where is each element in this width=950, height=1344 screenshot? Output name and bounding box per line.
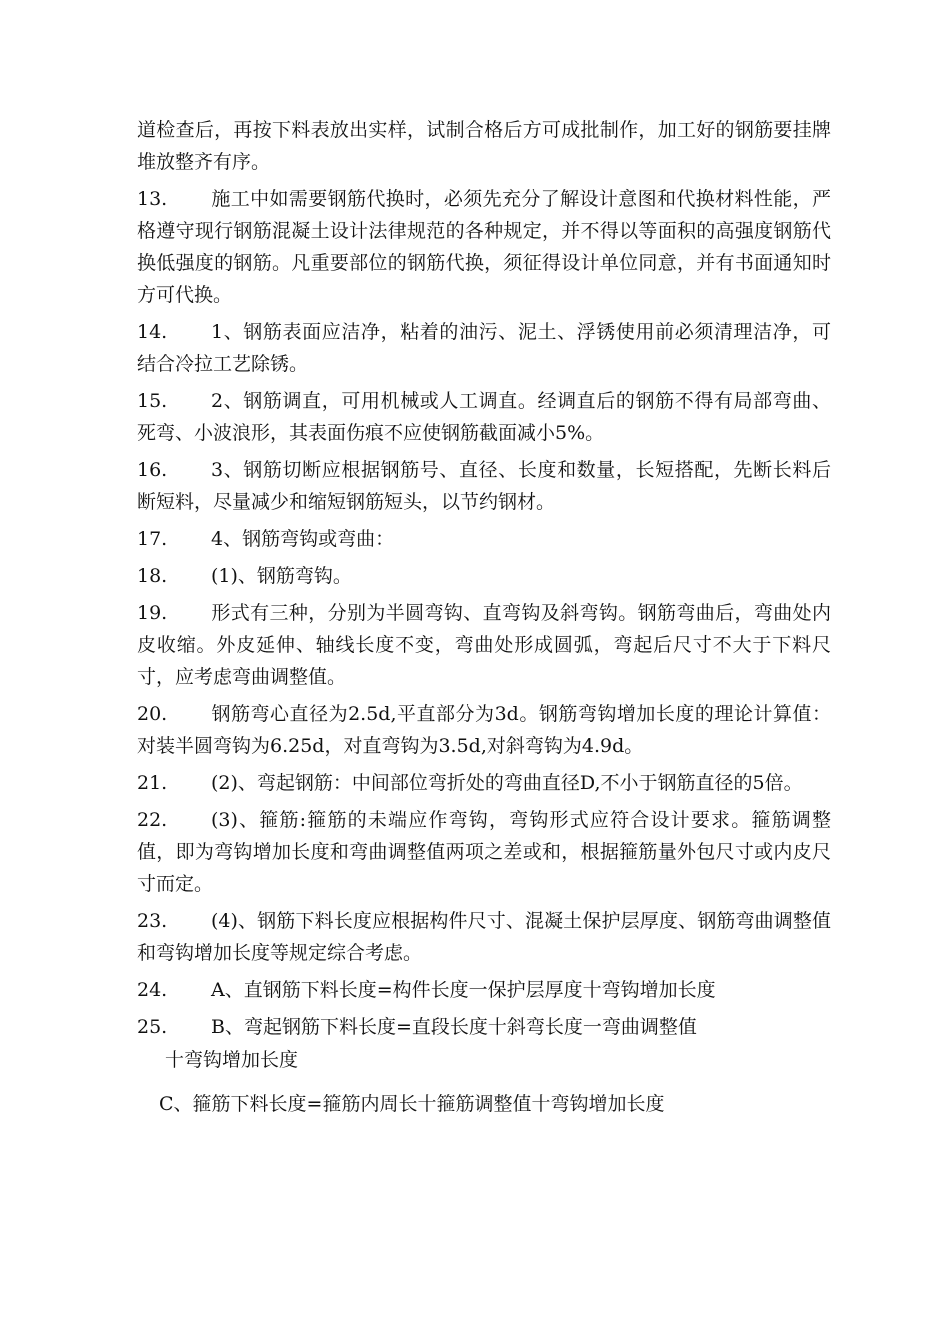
paragraph-20: [137, 698, 831, 762]
paragraph-number: 24.: [137, 979, 168, 1001]
paragraph-24: [137, 974, 831, 1006]
paragraph-text: 施工中如需要钢筋代换时，必须先充分了解设计意图和代换材料性能，严格遵守现行钢筋混凝土设计法律规范的各种规定，并不得以等面积的高强度钢筋代换低强度的钢筋。凡重要部位的钢筋代换，须征得设计单位同意，并有书面通知时方可代换。: [137, 188, 831, 306]
paragraph-number: 14.: [137, 321, 168, 343]
paragraph-text: 1、钢筋表面应洁净，粘着的油污、泥土、浮锈使用前必须清理洁净，可结合冷拉工艺除锈。: [137, 321, 831, 375]
paragraph-number: 17.: [137, 528, 168, 550]
paragraph-18: [137, 560, 831, 592]
paragraph-text: B、弯起钢筋下料长度=直段长度十斜弯长度一弯曲调整值: [211, 1016, 697, 1038]
paragraph-number: 22.: [137, 809, 168, 831]
paragraph-number: 25.: [137, 1016, 168, 1038]
paragraph-number: 15.: [137, 390, 168, 412]
paragraph-19: [137, 597, 831, 693]
paragraph-number: 20.: [137, 703, 168, 725]
paragraph-15: [137, 385, 831, 449]
paragraph-21: [137, 767, 831, 799]
paragraph-text: (2)、弯起钢筋：中间部位弯折处的弯曲直径D,不小于钢筋直径的5倍。: [211, 772, 803, 794]
paragraph-text: (3)、箍筋:箍筋的未端应作弯钩，弯钩形式应符合设计要求。箍筋调整值，即为弯钩增加长度和弯曲调整值两项之差或和，根据箍筋量外包尺寸或内皮尺寸而定。: [137, 809, 831, 895]
paragraph-text: 2、钢筋调直，可用机械或人工调直。经调直后的钢筋不得有局部弯曲、死弯、小波浪形，其表面伤痕不应使钢筋截面减小5%。: [137, 390, 831, 444]
paragraph-text: 3、钢筋切断应根据钢筋号、直径、长度和数量，长短搭配，先断长料后断短料，尽量减少和缩短钢筋短头，以节约钢材。: [137, 459, 831, 513]
paragraph-22: [137, 804, 831, 900]
paragraph-25: [137, 1011, 831, 1043]
paragraph-number: 13.: [137, 188, 168, 210]
paragraph-text: A、直钢筋下料长度=构件长度一保护层厚度十弯钩增加长度: [211, 979, 716, 1001]
paragraph-16: [137, 454, 831, 518]
paragraph-number: 18.: [137, 565, 168, 587]
paragraph-17: [137, 523, 831, 555]
paragraph-number: 21.: [137, 772, 168, 794]
paragraph-text: 形式有三种，分别为半圆弯钩、直弯钩及斜弯钩。钢筋弯曲后，弯曲处内皮收缩。外皮延伸、轴线长度不变，弯曲处形成圆弧，弯起后尺寸不大于下料尺寸，应考虑弯曲调整值。: [137, 602, 831, 688]
paragraph-23: [137, 905, 831, 969]
paragraph-13: [137, 183, 831, 311]
paragraph-25-continuation: 十弯钩增加长度: [165, 1049, 299, 1071]
paragraph-continued: [137, 114, 831, 178]
paragraph-text: (4)、钢筋下料长度应根据构件尺寸、混凝土保护层厚度、钢筋弯曲调整值和弯钩增加长度等规定综合考虑。: [137, 910, 831, 964]
paragraph-text: (1)、钢筋弯钩。: [211, 565, 352, 587]
paragraph-14: [137, 316, 831, 380]
paragraph-text: 4、钢筋弯钩或弯曲：: [211, 528, 395, 550]
stirrup-length-line: C、箍筋下料长度=箍筋内周长十箍筋调整值十弯钩增加长度: [159, 1093, 665, 1115]
paragraph-number: 16.: [137, 459, 168, 481]
paragraph-number: 19.: [137, 602, 168, 624]
paragraph-text: 钢筋弯心直径为2.5d,平直部分为3d。钢筋弯钩增加长度的理论计算值：对装半圆弯钩为6.25d，对直弯钩为3.5d,对斜弯钩为4.9d。: [137, 703, 831, 757]
paragraph-text: 道检查后，再按下料表放出实样，试制合格后方可成批制作，加工好的钢筋要挂牌堆放整齐有序。: [137, 119, 831, 173]
paragraph-number: 23.: [137, 910, 168, 932]
document-body: [137, 114, 831, 1120]
